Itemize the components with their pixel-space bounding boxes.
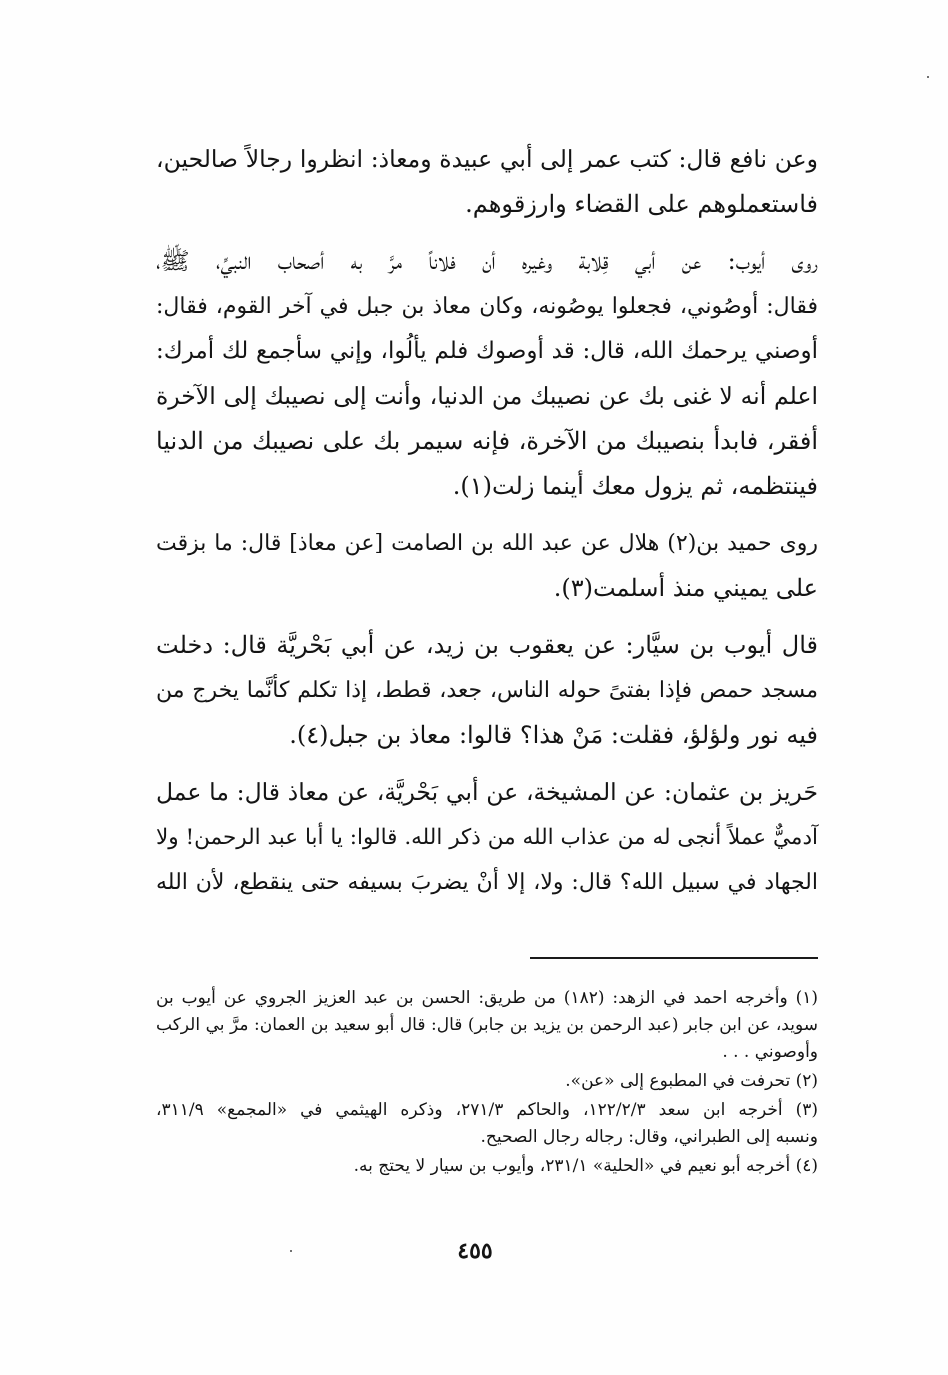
paragraph [156,770,818,905]
footnote [156,1097,818,1151]
text-line: روى حميد بن(٢) هلال عن عبد الله بن الصامت [عن معاذ] قال: ما بزقت [156,531,819,556]
text-line: فقال: أوصُوني، فجعلوا يوصُونه، وكان معاذ بن جبل في آخر القوم، فقال: [156,294,818,319]
footnote-line: (٣) أخرجه ابن سعد ١٢٢/٢/٣، والحاكم ٢٧١/٣، وذكره الهيثمي في «المجمع» ٣١١/٩، [156,1100,819,1120]
footnote-separator [530,957,818,959]
footnotes [156,985,818,1182]
scan-speck [290,1250,292,1252]
paragraph [156,137,818,227]
page-number: ٤٥٥ [457,1238,493,1264]
text-line: على يميني منذ أسلمت(٣). [553,574,818,602]
text-line: روى أيوب: عن أبي قِلابة وغيره أن فلاناً مرَّ به أصحاب النبيِّ، ﷺ، [156,247,818,275]
text-line: فينتظمه، ثم يزول معك أينما زلت(١). [452,472,818,500]
text-line: آدميٌّ عملاً أنجى له من عذاب الله من ذكر الله. قالوا: يا أبا عبد الرحمن! ولا [156,825,818,850]
footnote-line: (٢) تحرفت في المطبوع إلى «عن». [565,1071,818,1091]
footnote-line: ونسبه إلى الطبراني، وقال: رجاله رجال الصحيح. [480,1127,818,1147]
text-line: وعن نافع قال: كتب عمر إلى أبي عبيدة ومعاذ: انظروا رجالاً صالحين، [156,145,818,173]
footnote-line: (٤) أخرجه أبو نعيم في «الحلية» ٢٣١/١، وأيوب بن سيار لا يحتج به. [353,1156,818,1176]
text-line: أوصني يرحمك الله، قال: قد أوصوك فلم يألُوا، وإني سأجمع لك أمرك: [156,338,818,364]
footnote-line: سويد، عن ابن جابر (عبد الرحمن بن يزيد بن جابر) قال: قال أبو سعيد بن العمان: مرَّ بي الركب [156,1015,818,1035]
text-line: أفقر، فابدأ بنصيبك من الآخرة، فإنه سيمر بك على نصيبك من الدنيا [156,427,818,455]
paragraph [156,239,818,509]
text-line: اعلم أنه لا غنى بك عن نصيبك من الدنيا، وأنت إلى نصيبك إلى الآخرة [156,382,818,410]
paragraph [156,521,818,611]
scan-speck [927,76,929,78]
paragraph [156,623,818,758]
footnote-line: وأوصوني . . . [722,1042,818,1062]
text-line: قال أيوب بن سيَّار: عن يعقوب بن زيد، عن أبي بَحْريَّة قال: دخلت [156,631,818,659]
text-line: حَريز بن عثمان: عن المشيخة، عن أبي بَحْريَّة، عن معاذ قال: ما عمل [156,778,818,806]
text-line: الجهاد في سبيل الله؟ قال: ولا، إلا أنْ يضربَ بسيفه حتى ينقطع، لأن الله [156,870,818,895]
footnote [156,985,818,1066]
footnote [156,1068,818,1095]
text-line: فاستعملوهم على القضاء وارزقوهم. [465,190,818,218]
footnote-line: (١) وأخرجه احمد في الزهد: (١٨٢) من طريق: الحسن بن عبد العزيز الجروي عن أيوب بن [156,988,819,1008]
footnote [156,1153,818,1180]
text-line: فيه نور ولؤلؤ، فقلت: مَنْ هذا؟ قالوا: معاذ بن جبل(٤). [289,721,818,749]
main-text [156,137,818,917]
text-line: مسجد حمص فإذا بفتىً حوله الناس، جعد، قطط، إذا تكلم كأنَّما يخرج من [156,678,818,703]
